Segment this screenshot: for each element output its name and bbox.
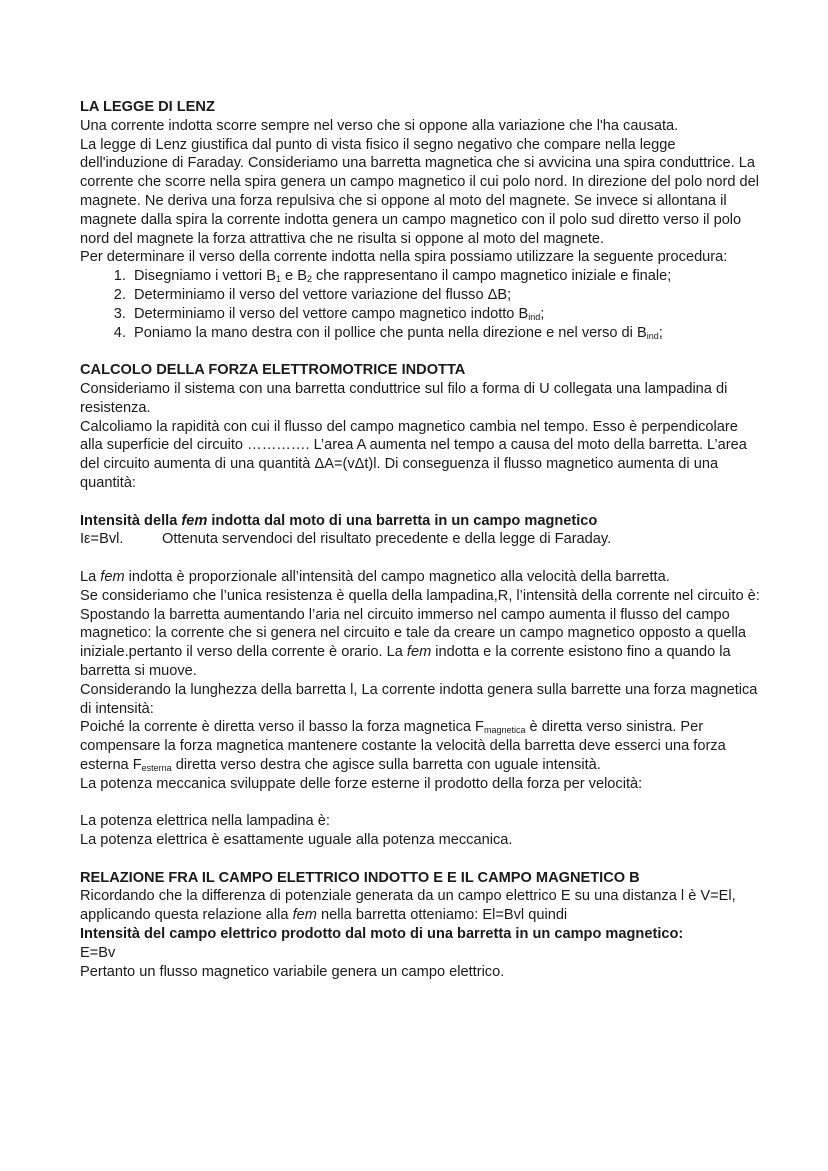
lenz-paragraph-2: La legge di Lenz giustifica dal punto di vista fisico il segno negativo che compare nella legge dell'induzione di Faraday. Consideriamo una barretta magnetica che si avvicina una spira conduttrice. La corrente che scorre nella spira genera un campo magnetico il cui polo nord. In direzione del polo nord del magnete. Ne deriva una forza repulsiva che si oppone al moto del magnete. Se invece si allontana il magnete dalla spira la corrente indotta genera un campo magnetico con il polo sud diretto verso il polo nord del magnete la forza attrattiva che ne risulta si oppone al moto del magnete. [80, 136, 760, 247]
spacer [80, 493, 760, 512]
fem-paragraph-2: Calcoliamo la rapidità con cui il flusso del campo magnetico cambia nel tempo. Esso è perpendicolare alla superficie del circuito …………. L’area A aumenta nel tempo a causa del moto della barretta. L’area del circuito aumenta di una quantità ΔA=(vΔt)l. Di conseguenza il flusso magnetico aumenta di una quantità: [80, 418, 747, 491]
text: diretta verso destra che agisce sulla barretta con uguale intensità. [171, 756, 601, 773]
list-item-text: Disegniamo i vettori B [134, 268, 276, 285]
fem-paragraph-3 [80, 568, 760, 587]
emphasis: fem [406, 644, 432, 661]
subscript: magnetica [483, 725, 526, 736]
lenz-paragraph-3: Per determinare il verso della corrente indotta nella spira possiamo utilizzare la seguente procedura: [80, 249, 728, 266]
text: Poiché la corrente è diretta verso il basso la forza magnetica F [80, 719, 484, 736]
list-item-text: che rappresentano il campo magnetico iniziale e finale; [311, 268, 672, 285]
emphasis: fem [100, 568, 125, 585]
text: indotta è proporzionale all’intensità del campo magnetico alla velocità della barretta. [124, 568, 670, 585]
subtitle-emphasis: fem [181, 512, 208, 529]
fem-paragraph-6: Considerando la lunghezza della barretta l, La corrente indotta genera sulla barrette una forza magnetica di intensità: [80, 681, 758, 717]
list-item [130, 305, 760, 324]
fem-paragraph-4: Se consideriamo che l’unica resistenza è quella della lampadina,R, l’intensità della corrente nel circuito è: [80, 587, 760, 604]
text: è diretta verso sinistra. Per compensare la forza magnetica mantenere costante la velocità della barretta deve esserci una forza esterna F [80, 719, 726, 773]
list-item [130, 324, 760, 343]
relazione-paragraph-2: Pertanto un flusso magnetico variabile genera un campo elettrico. [80, 963, 505, 980]
text: Spostando la barretta aumentando l’aria nel circuito immerso nel campo aumenta il flusso del campo magnetico: la corrente che si genera nel circuito e tale da creare un campo magnetico opposto a quella iniziale.pertanto il verso della corrente è orario. La [80, 606, 747, 661]
formula-note: Ottenuta servendoci del risultato precedente e della legge di Faraday. [162, 531, 612, 548]
emphasis: fem [292, 907, 317, 924]
text: La [80, 568, 101, 585]
fem-paragraph-5 [80, 606, 760, 681]
fem-paragraph-10: La potenza elettrica è esattamente uguale alla potenza meccanica. [80, 832, 513, 849]
subtitle-text: Intensità della [80, 512, 182, 529]
list-item [130, 267, 760, 286]
list-item-text: Determiniamo il verso del vettore variazione del flusso ΔB; [134, 286, 512, 303]
fem-subtitle [80, 512, 760, 531]
spacer [80, 342, 760, 361]
spacer [80, 850, 760, 869]
spacer [80, 793, 760, 812]
fem-paragraph-8: La potenza meccanica sviluppate delle forze esterne il prodotto della forza per velocità: [80, 775, 643, 792]
formula-row [80, 530, 760, 549]
document-page [80, 98, 760, 981]
procedure-list [80, 267, 760, 342]
list-item-text: Determiniamo il verso del vettore campo magnetico indotto B [134, 305, 529, 322]
subscript: 1 [275, 274, 281, 285]
fem-paragraph-7 [80, 718, 760, 774]
relazione-paragraph-1 [80, 887, 760, 925]
formula: Iε=Bvl. [80, 531, 124, 548]
fem-paragraph-1: Consideriamo il sistema con una barretta conduttrice sul filo a forma di U collegata una lampadina di resistenza. [80, 380, 728, 416]
section-title-lenz: LA LEGGE DI LENZ [80, 99, 215, 115]
spacer [80, 549, 760, 568]
section-title-relazione: RELAZIONE FRA IL CAMPO ELETTRICO INDOTTO E E IL CAMPO MAGNETICO B [80, 869, 640, 886]
relazione-formula: E=Bv [80, 944, 116, 961]
subscript: 2 [306, 274, 312, 285]
text: Ricordando che la differenza di potenziale generata da un campo elettrico E su una distanza l è V=El, applicando questa relazione alla [80, 888, 736, 924]
section-title-fem: CALCOLO DELLA FORZA ELETTROMOTRICE INDOTTA [80, 362, 466, 379]
list-item-text: e B [280, 268, 307, 285]
text: indotta e la corrente esistono fino a quando la barretta si muove. [80, 644, 731, 679]
subscript: ind [528, 311, 541, 322]
list-item [130, 286, 760, 305]
subtitle-text: indotta dal moto di una barretta in un campo magnetico [207, 512, 598, 529]
list-item-text: ; [540, 305, 545, 322]
subscript: ind [646, 330, 659, 341]
list-item-text: Poniamo la mano destra con il pollice che punta nella direzione e nel verso di B [134, 324, 647, 341]
lenz-paragraph-1: Una corrente indotta scorre sempre nel verso che si oppone alla variazione che l'ha causata. [80, 117, 679, 134]
subscript: esterna [141, 762, 172, 773]
relazione-bold-line: Intensità del campo elettrico prodotto dal moto di una barretta in un campo magnetico: [80, 926, 684, 943]
list-item-text: ; [658, 324, 663, 341]
text: nella barretta otteniamo: El=Bvl quindi [316, 907, 568, 924]
fem-paragraph-9: La potenza elettrica nella lampadina è: [80, 813, 330, 830]
